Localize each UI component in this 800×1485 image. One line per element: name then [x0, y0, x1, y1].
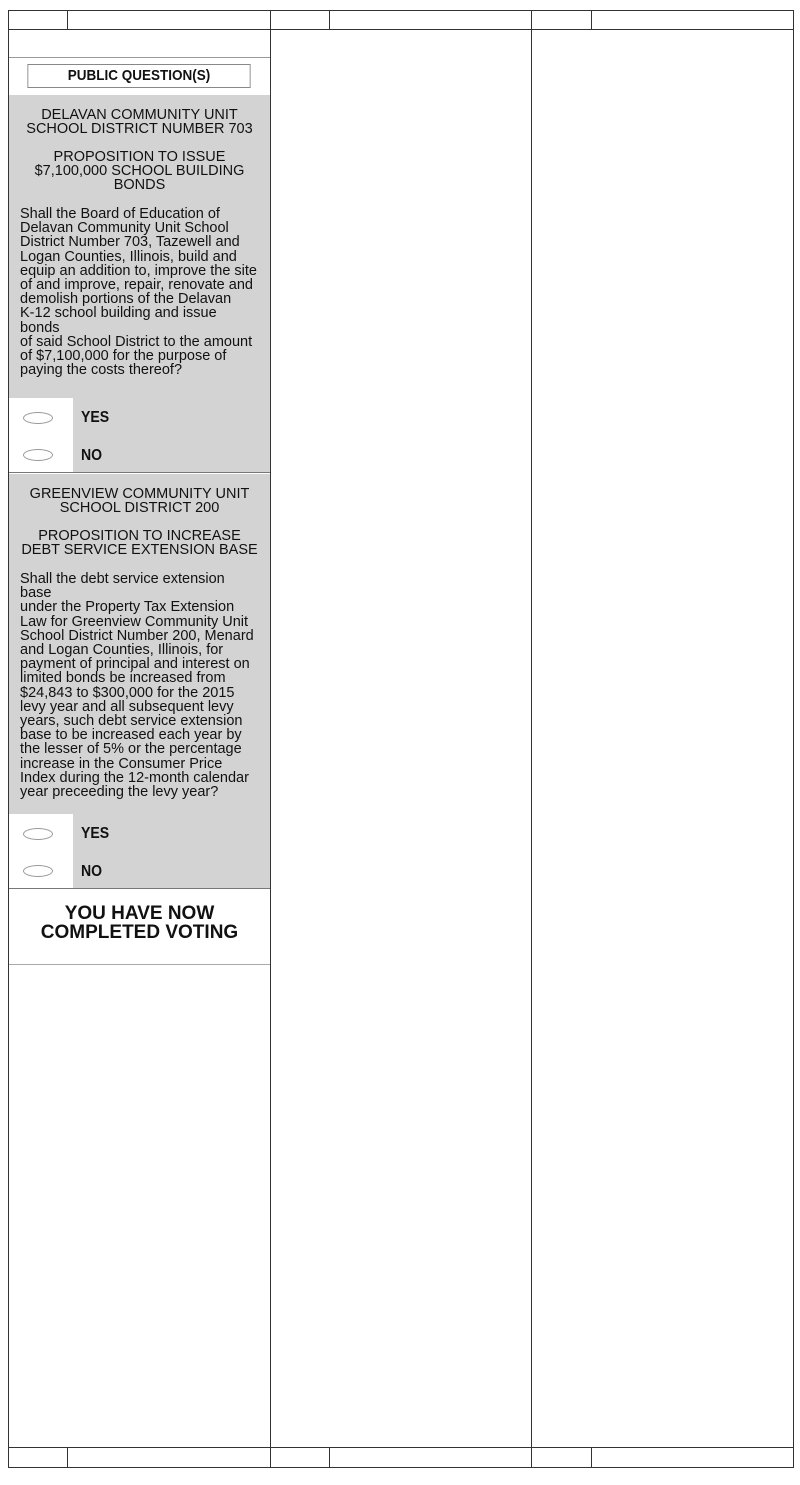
- bottom-strip-tick: [67, 1447, 68, 1467]
- bottom-strip-tick: [591, 1447, 592, 1467]
- contest-header-line: GREENVIEW COMMUNITY UNIT: [29, 486, 250, 502]
- option-no[interactable]: [9, 852, 270, 888]
- oval-cell: [9, 436, 73, 472]
- proposition-text-line: Shall the debt service extension base: [20, 571, 225, 602]
- completed-voting-message: [9, 904, 270, 944]
- proposition-text-line: Logan Counties, Illinois, build and: [20, 248, 237, 265]
- proposition-text-line: limited bonds be increased from: [20, 670, 226, 687]
- proposition-text-line: of and improve, repair, renovate and: [20, 277, 253, 294]
- oval-cell: [9, 398, 73, 436]
- oval-cell: [9, 852, 73, 888]
- completed-line: YOU HAVE NOW: [64, 903, 215, 924]
- proposition-text-line: $24,843 to $300,000 for the 2015: [20, 684, 235, 701]
- proposition-text-line: base to be increased each year by: [20, 727, 242, 744]
- option-no[interactable]: [9, 436, 270, 472]
- proposition-text-line: and Logan Counties, Illinois, for: [20, 642, 224, 659]
- public-questions-label: PUBLIC QUESTION(S): [27, 64, 250, 88]
- proposition-title-line: $7,100,000 SCHOOL BUILDING: [34, 163, 245, 179]
- option-label: NO: [81, 863, 103, 880]
- proposition-text-line: equip an addition to, improve the site: [20, 262, 257, 279]
- proposition-text-line: of said School District to the amount: [20, 333, 253, 350]
- proposition-title-line: PROPOSITION TO INCREASE: [38, 528, 241, 544]
- vote-oval[interactable]: [23, 865, 53, 877]
- proposition-title-line: DEBT SERVICE EXTENSION BASE: [21, 542, 258, 558]
- vote-oval[interactable]: [23, 412, 53, 424]
- proposition-text-line: of $7,100,000 for the purpose of: [20, 348, 227, 365]
- bottom-strip-tick: [329, 1447, 330, 1467]
- top-strip-tick: [591, 10, 592, 29]
- proposition-title-line: PROPOSITION TO ISSUE: [53, 149, 226, 165]
- proposition-text-line: demolish portions of the Delavan: [20, 291, 232, 308]
- proposition-text-line: School District Number 200, Menard: [20, 627, 254, 644]
- option-label: YES: [81, 409, 110, 426]
- section-divider: [9, 964, 270, 965]
- proposition-text-line: Law for Greenview Community Unit: [20, 613, 249, 630]
- vote-oval[interactable]: [23, 449, 53, 461]
- proposition-text-line: paying the costs thereof?: [20, 362, 183, 379]
- option-yes[interactable]: [9, 398, 270, 436]
- contest-header-line: DELAVAN COMMUNITY UNIT: [41, 107, 238, 123]
- proposition-text-line: increase in the Consumer Price: [20, 755, 223, 772]
- section-divider: [9, 57, 270, 58]
- option-yes[interactable]: [9, 814, 270, 852]
- proposition-text: [9, 207, 270, 377]
- proposition-text-line: under the Property Tax Extension: [20, 599, 235, 616]
- option-label: YES: [81, 825, 110, 842]
- contest-header-line: SCHOOL DISTRICT 200: [59, 500, 220, 516]
- vote-oval[interactable]: [23, 828, 53, 840]
- contest-header-line: SCHOOL DISTRICT NUMBER 703: [26, 121, 253, 137]
- proposition-text: [9, 572, 270, 799]
- column-divider: [270, 10, 271, 1468]
- proposition-text-line: Shall the Board of Education of: [20, 206, 220, 222]
- column-divider: [531, 10, 532, 1468]
- top-strip-tick: [67, 10, 68, 29]
- option-label: NO: [81, 447, 103, 464]
- proposition-title-line: BONDS: [113, 177, 166, 193]
- top-strip-tick: [329, 10, 330, 29]
- proposition-text-line: Delavan Community Unit School: [20, 220, 229, 237]
- completed-line: COMPLETED VOTING: [40, 922, 239, 943]
- proposition-text-line: payment of principal and interest on: [20, 656, 250, 673]
- proposition-text-line: Index during the 12-month calendar: [20, 769, 249, 786]
- oval-cell: [9, 814, 73, 852]
- top-strip-divider: [8, 29, 794, 30]
- bottom-strip-divider: [8, 1447, 794, 1448]
- proposition-text-line: District Number 703, Tazewell and: [20, 234, 240, 251]
- proposition-text-line: year preceeding the levy year?: [20, 784, 219, 801]
- proposition-text-line: the lesser of 5% or the percentage: [20, 741, 242, 758]
- proposition-text-line: years, such debt service extension: [20, 713, 243, 730]
- proposition-text-line: K-12 school building and issue bonds: [20, 305, 217, 336]
- proposition-text-line: levy year and all subsequent levy: [20, 698, 234, 715]
